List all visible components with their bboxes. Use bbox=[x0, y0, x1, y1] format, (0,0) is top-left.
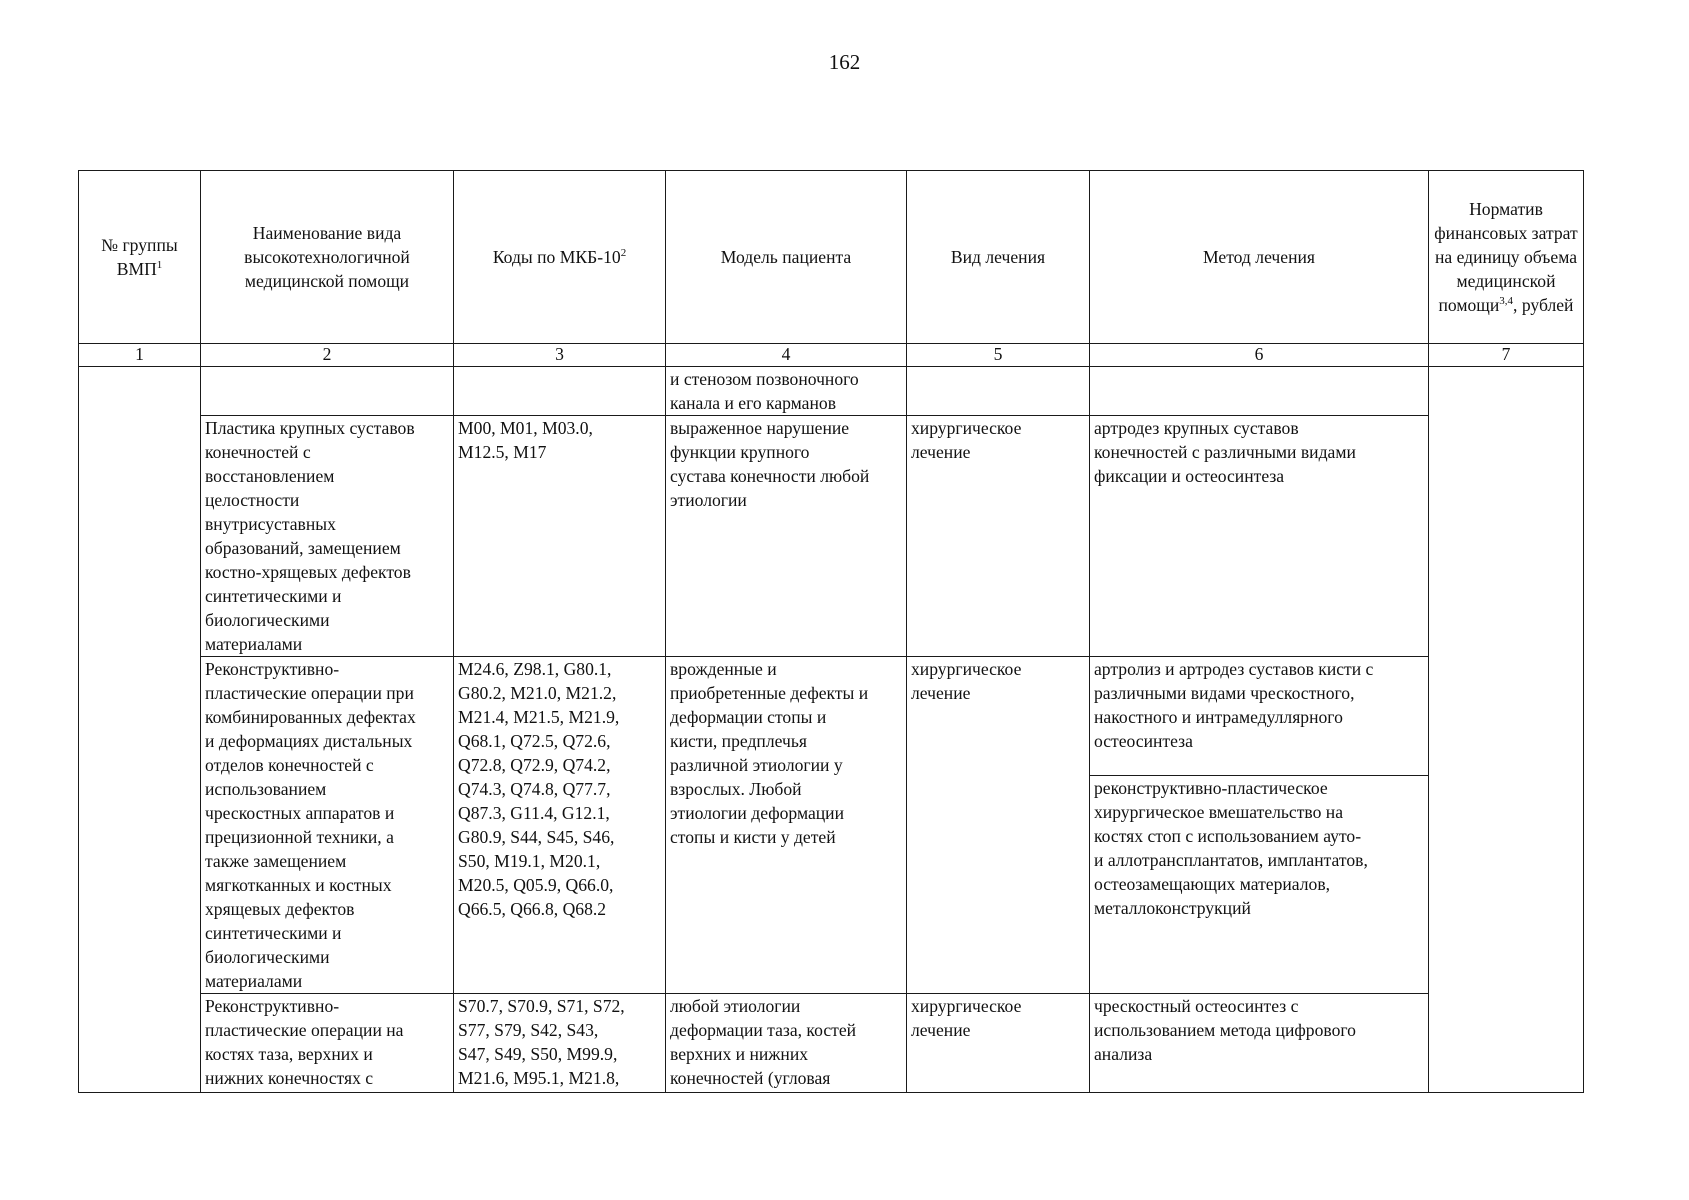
name-cell: Реконструктивно- пластические операции на костях таза, верхних и нижних конечностях с bbox=[201, 994, 454, 1093]
page-number: 162 bbox=[828, 50, 861, 74]
table-row bbox=[79, 416, 1584, 657]
table-row bbox=[79, 657, 1584, 776]
header-cost-standard: Норматив финансовых затрат на единицу объема медицинской помощи$^{3,4}$, рублей bbox=[1429, 171, 1584, 344]
header-patient-model: Модель пациента bbox=[666, 171, 907, 344]
treatment-type-cell: хирургическое лечение bbox=[907, 994, 1090, 1093]
header-row bbox=[79, 171, 1584, 344]
group-number-cell bbox=[79, 367, 201, 1093]
column-number: 5 bbox=[907, 344, 1090, 367]
method-cell: реконструктивно-пластическое хирургическое вмешательство на костях стоп с использованием ауто- и аллотрансплантатов, имплантатов, остеозамещающих материалов, металлоконструкций bbox=[1090, 776, 1429, 994]
vmp-table bbox=[78, 170, 1584, 1093]
header-icd-codes: Коды по МКБ-$10^2$ bbox=[454, 171, 666, 344]
treatment-type-cell: хирургическое лечение bbox=[907, 657, 1090, 994]
header-group-number: № группы ВМП$^1$ bbox=[79, 171, 201, 344]
column-number: 3 bbox=[454, 344, 666, 367]
column-number: 6 bbox=[1090, 344, 1429, 367]
codes-cell: S70.7, S70.9, S71, S72, S77, S79, S42, S43, S47, S49, S50, M99.9, M21.6, M95.1, M21.8, bbox=[454, 994, 666, 1093]
codes-cell: M00, M01, M03.0, M12.5, M17 bbox=[454, 416, 666, 657]
cost-cell bbox=[1429, 367, 1584, 1093]
column-number: 7 bbox=[1429, 344, 1584, 367]
method-cell: чрескостный остеосинтез с использованием метода цифрового анализа bbox=[1090, 994, 1429, 1093]
method-cell bbox=[1090, 367, 1429, 416]
codes-cell bbox=[454, 367, 666, 416]
name-cell: Пластика крупных суставов конечностей с восстановлением целостности внутрисуставных образований, замещением костно-хрящевых дефектов синтетическими и биологическими материалами bbox=[201, 416, 454, 657]
treatment-type-cell bbox=[907, 367, 1090, 416]
patient-model-cell: врожденные и приобретенные дефекты и деформации стопы и кисти, предплечья различной этиологии у взрослых. Любой этиологии деформации стопы и кисти у детей bbox=[666, 657, 907, 994]
patient-model-cell: и стенозом позвоночного канала и его карманов bbox=[666, 367, 907, 416]
method-cell: артролиз и артродез суставов кисти с различными видами чрескостного, накостного и интрамедуллярного остеосинтеза bbox=[1090, 657, 1429, 776]
column-number: 1 bbox=[79, 344, 201, 367]
table-row bbox=[79, 994, 1584, 1093]
method-cell: артродез крупных суставов конечностей с различными видами фиксации и остеосинтеза bbox=[1090, 416, 1429, 657]
header-treatment-type: Вид лечения bbox=[907, 171, 1090, 344]
table-row bbox=[79, 367, 1584, 416]
column-number: 4 bbox=[666, 344, 907, 367]
patient-model-cell: любой этиологии деформации таза, костей верхних и нижних конечностей (угловая bbox=[666, 994, 907, 1093]
treatment-type-cell: хирургическое лечение bbox=[907, 416, 1090, 657]
codes-cell: M24.6, Z98.1, G80.1, G80.2, M21.0, M21.2, M21.4, M21.5, M21.9, Q68.1, Q72.5, Q72.6, Q72.8, Q72.9, Q74.2, Q74.3, Q74.8, Q77.7, Q87.3, G11.4, G12.1, G80.9, S44, S45, S46, S50, M19.1, M20.1, M20.5, Q05.9, Q66.0, Q66.5, Q66.8, Q68.2 bbox=[454, 657, 666, 994]
column-number-row bbox=[79, 344, 1584, 367]
header-treatment-method: Метод лечения bbox=[1090, 171, 1429, 344]
patient-model-cell: выраженное нарушение функции крупного сустава конечности любой этиологии bbox=[666, 416, 907, 657]
name-cell: Реконструктивно- пластические операции при комбинированных дефектах и деформациях дистальных отделов конечностей с использованием чрескостных аппаратов и прецизионной техники, а также замещением мягкотканных и костных хрящевых дефектов синтетическими и биологическими материалами bbox=[201, 657, 454, 994]
name-cell bbox=[201, 367, 454, 416]
column-number: 2 bbox=[201, 344, 454, 367]
header-care-type-name: Наименование вида высокотехнологичной медицинской помощи bbox=[201, 171, 454, 344]
